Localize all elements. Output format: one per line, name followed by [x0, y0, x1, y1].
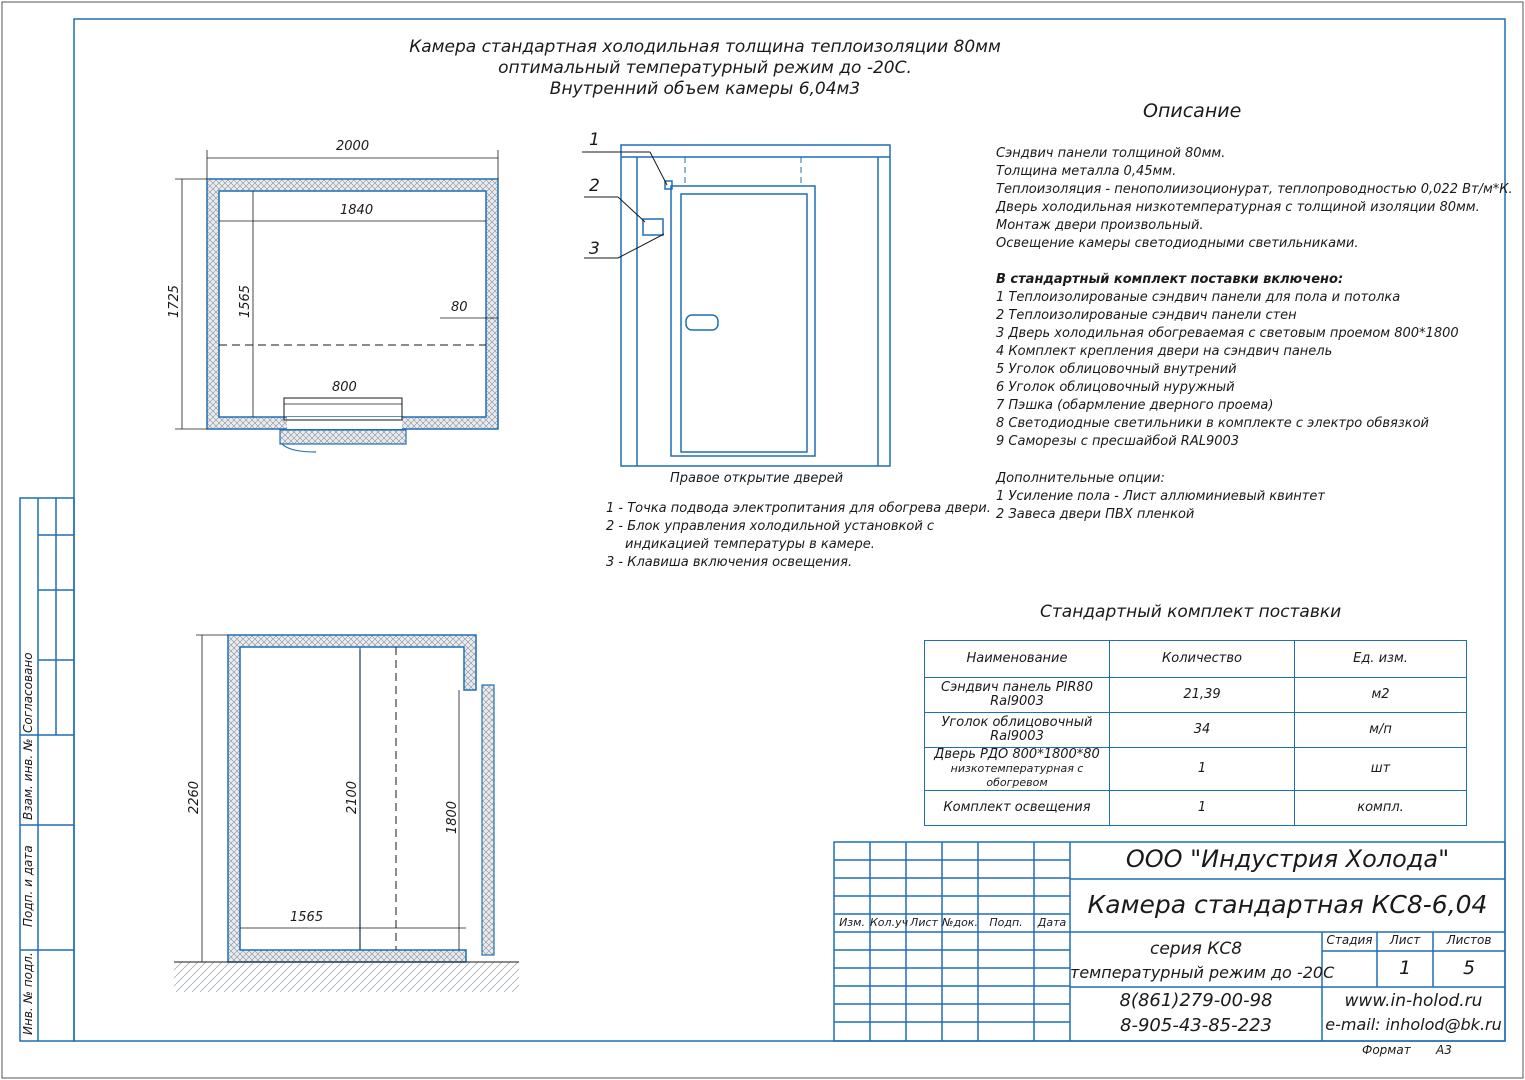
stamp-company: ООО "Индустрия Холода"	[1125, 845, 1450, 873]
cell-name: Дверь РДО 800*1800*80 низкотемпературная с обогревом	[925, 748, 1110, 791]
side-label-inv-replace: Взам. инв. №	[21, 738, 35, 820]
side-label-agreed: Согласовано	[21, 652, 35, 733]
kit-item: 6 Уголок облицовочный нуружный	[996, 380, 1235, 395]
rev-col: Подп.	[989, 916, 1023, 929]
legend-line-1: 1 - Точка подвода электропитания для обогрева двери.	[606, 501, 991, 516]
plan-dim-inner-width: 1840	[340, 203, 374, 218]
cell-qty: 34	[1110, 713, 1295, 748]
cell-name: Сэндвич панель PIR80 Ral9003	[925, 678, 1110, 713]
rev-col: Лист	[910, 916, 938, 929]
description-line: Дверь холодильная низкотемпературная с толщиной изоляции 80мм.	[996, 200, 1480, 215]
description-line: Толщина металла 0,45мм.	[996, 164, 1177, 179]
callout-3: 3	[589, 239, 600, 259]
plan-dim-door: 800	[332, 380, 357, 395]
format-label: Формат	[1362, 1043, 1411, 1057]
options-heading: Дополнительные опции:	[996, 471, 1165, 486]
stamp-phone-1: 8(861)279-00-98	[1119, 990, 1273, 1011]
section-dim-inner-depth: 1565	[290, 910, 324, 925]
description-line: Освещение камеры светодиодными светильниками.	[996, 236, 1359, 251]
table-heading: Стандартный комплект поставки	[1040, 602, 1342, 622]
cell-unit: шт	[1295, 748, 1467, 791]
kit-heading: В стандартный комплект поставки включено:	[996, 272, 1344, 287]
kit-item: 4 Комплект крепления двери на сэндвич панель	[996, 344, 1333, 359]
drawing-title-line3: Внутренний объем камеры 6,04м3	[549, 79, 861, 99]
description-line: Сэндвич панели толщиной 80мм.	[996, 146, 1226, 161]
description-line: Теплоизоляция - пенополиизоционурат, теплопроводностью 0,022 Вт/м*К.	[996, 182, 1513, 197]
rev-col: Изм.	[839, 916, 865, 929]
cell-unit: компл.	[1295, 791, 1467, 826]
plan-dim-inner-depth: 1565	[238, 284, 254, 319]
stamp-email: e-mail: inholod@bk.ru	[1325, 1015, 1502, 1034]
cell-name: Комплект освещения	[925, 791, 1110, 826]
kit-item: 5 Уголок облицовочный внутрений	[996, 362, 1237, 377]
stamp-sheets-total: 5	[1462, 957, 1476, 979]
front-view	[621, 145, 890, 466]
stamp-mode: температурный режим до -20С	[1070, 963, 1335, 982]
standard-kit-table	[924, 640, 1467, 826]
cell-name: Уголок облицовочный Ral9003	[925, 713, 1110, 748]
stamp-col-sheet: Лист	[1389, 933, 1421, 947]
cell-qty: 1	[1110, 748, 1295, 791]
cell-qty: 1	[1110, 791, 1295, 826]
kit-item: 1 Теплоизолированые сэндвич панели для пола и потолка	[996, 290, 1401, 305]
col-qty: Количество	[1110, 641, 1295, 678]
plan-dim-outer-width: 2000	[336, 139, 370, 154]
side-label-sign-date: Подп. и дата	[21, 845, 35, 927]
stamp-series: серия КС8	[1149, 939, 1243, 959]
plan-view	[175, 150, 498, 452]
stamp-phone-2: 8-905-43-85-223	[1120, 1015, 1272, 1036]
option-item: 1 Усиление пола - Лист аллюминиевый квинтет	[996, 489, 1325, 504]
table-header-row	[925, 641, 1467, 678]
stamp-col-stage: Стадия	[1326, 933, 1373, 947]
col-unit: Ед. изм.	[1295, 641, 1467, 678]
col-name: Наименование	[925, 641, 1110, 678]
kit-item: 8 Светодиодные светильники в комплекте с электро обвязкой	[996, 416, 1429, 431]
plan-dim-outer-depth: 1725	[167, 284, 183, 319]
drawing-title-line2: оптимальный температурный режим до -20С.	[498, 58, 912, 78]
legend-line-4: 3 - Клавиша включения освещения.	[606, 555, 853, 570]
callout-2: 2	[589, 176, 600, 196]
format-value: А3	[1436, 1043, 1452, 1057]
drawing-title-line1: Камера стандартная холодильная толщина теплоизоляции 80мм	[409, 37, 1001, 57]
plan-dim-wall: 80	[451, 300, 468, 315]
section-dim-door-height: 1800	[445, 800, 461, 835]
table-row	[925, 748, 1467, 791]
cell-unit: м2	[1295, 678, 1467, 713]
table-row	[925, 791, 1467, 826]
rev-col: Кол.уч	[870, 916, 909, 929]
kit-item: 9 Саморезы с пресшайбой RAL9003	[996, 434, 1240, 449]
option-item: 2 Завеса двери ПВХ пленкой	[996, 507, 1195, 522]
cell-qty: 21,39	[1110, 678, 1295, 713]
front-caption: Правое открытие дверей	[670, 471, 844, 486]
table-row	[925, 713, 1467, 748]
table-row	[925, 678, 1467, 713]
legend-line-2: 2 - Блок управления холодильной установкой с	[606, 519, 935, 534]
stamp-product: Камера стандартная КС8-6,04	[1087, 890, 1488, 919]
callout-1: 1	[589, 130, 600, 150]
rev-col: Дата	[1037, 916, 1067, 929]
cell-unit: м/п	[1295, 713, 1467, 748]
stamp-col-sheets: Листов	[1446, 933, 1492, 947]
section-dim-inner-height: 2100	[345, 780, 361, 815]
kit-item: 2 Теплоизолированые сэндвич панели стен	[996, 308, 1297, 323]
legend-line-3: индикацией температуры в камере.	[625, 537, 875, 552]
section-dim-height: 2260	[187, 780, 203, 815]
rev-col: №док.	[942, 916, 978, 929]
kit-item: 7 Пэшка (обармление дверного проема)	[996, 398, 1274, 413]
description-heading: Описание	[1143, 100, 1242, 122]
side-label-inv-original: Инв. № подл.	[21, 952, 35, 1035]
kit-item: 3 Дверь холодильная обогреваемая с световым проемом 800*1800	[996, 326, 1459, 341]
description-line: Монтаж двери произвольный.	[996, 218, 1204, 233]
stamp-site: www.in-holod.ru	[1344, 991, 1483, 1011]
stamp-sheet-number: 1	[1398, 957, 1412, 979]
